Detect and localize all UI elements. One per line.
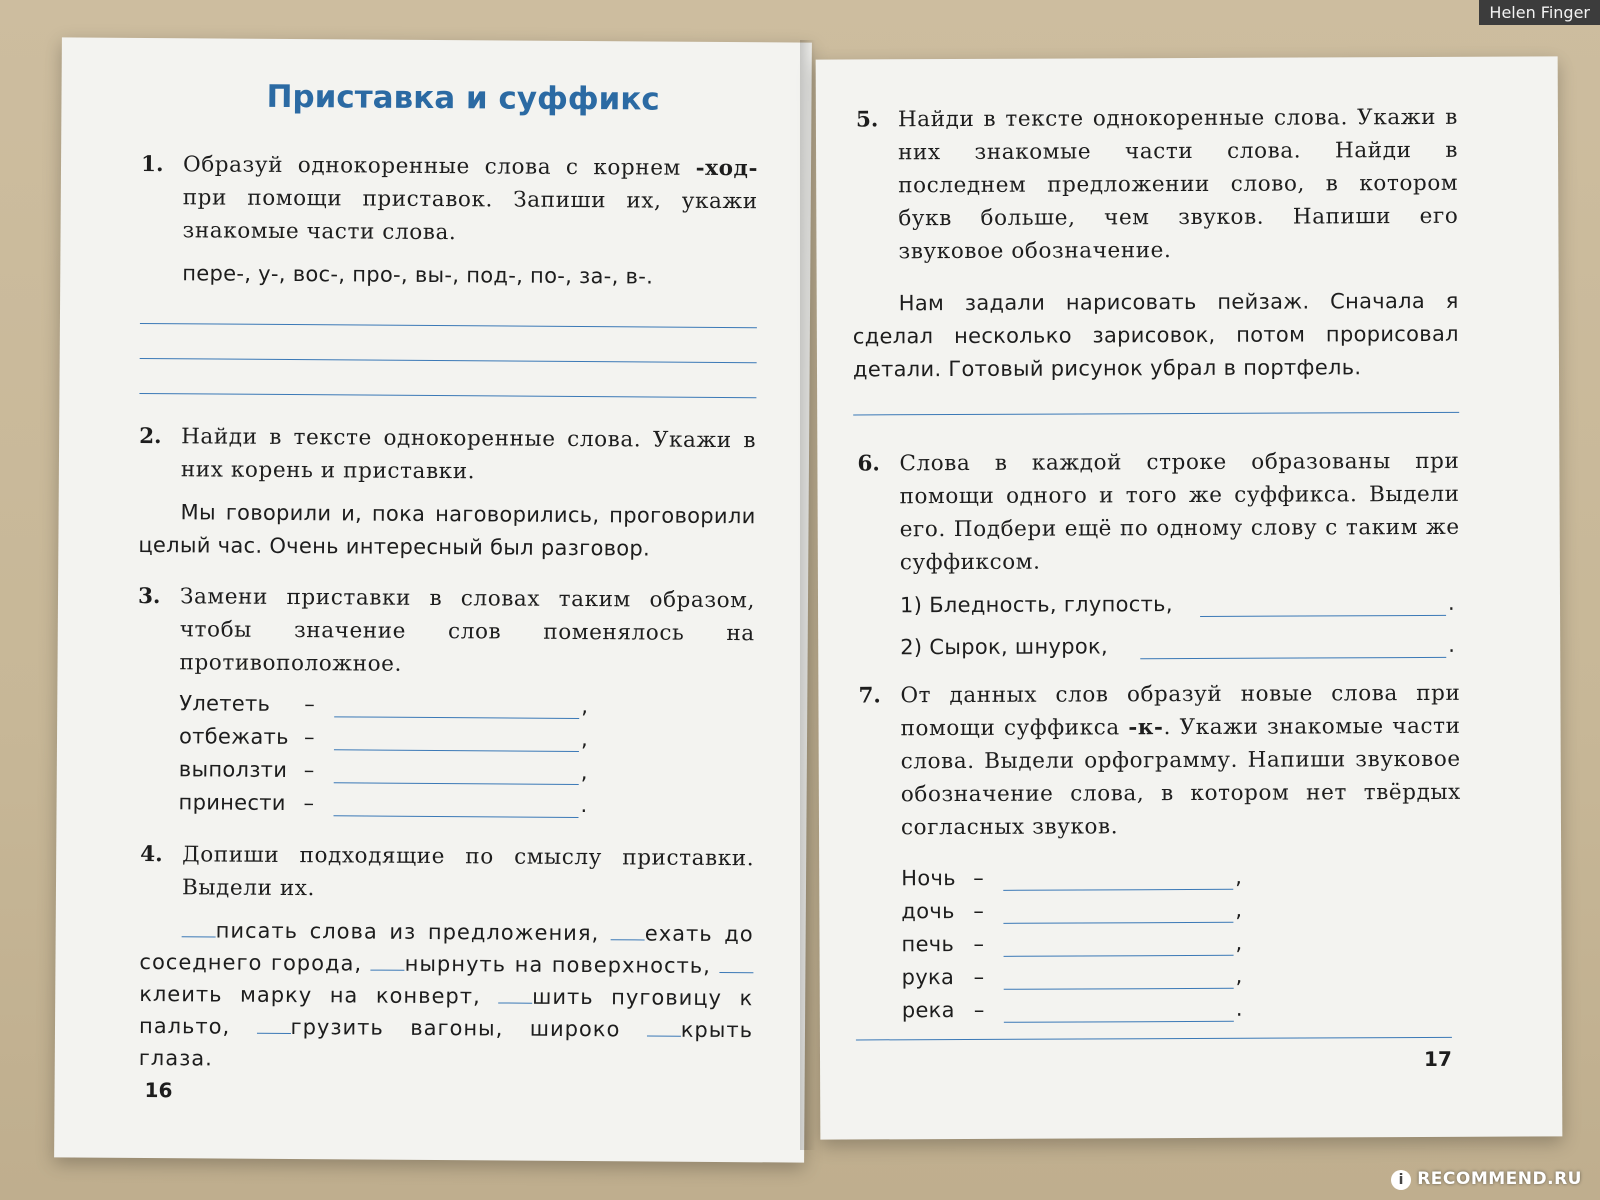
prefix-blank[interactable] <box>647 1018 681 1037</box>
answer-line[interactable] <box>1200 615 1446 617</box>
task-number: 1. <box>140 151 164 178</box>
task-5 <box>855 101 1459 268</box>
task-1-prefixes: пере-, у-, вос-, про-, вы-, под-, по-, за-, в-. <box>182 261 654 289</box>
task-1-instruction: Образуй однокоренные слова с корнем -ход- при помощи приставок. Запиши их, укажи знакомые части слова. <box>182 152 759 246</box>
word-label: дочь <box>901 899 955 924</box>
task-7 <box>858 677 1462 1027</box>
word-row <box>179 753 754 790</box>
prefix-blank[interactable] <box>719 954 753 973</box>
task-2-passage: Мы говорили и, пока наговорились, проговорили целый час. Очень интересный был разговор. <box>138 500 756 561</box>
task-number: 7. <box>858 683 881 709</box>
prefix-blank[interactable] <box>498 984 532 1003</box>
dash: – <box>973 964 985 989</box>
word-row <box>901 860 1461 895</box>
word-row <box>179 687 754 724</box>
word-row <box>902 959 1462 994</box>
task-6 <box>857 445 1460 664</box>
answer-line[interactable] <box>334 716 579 719</box>
punctuation: . <box>580 793 588 818</box>
task-2-instruction: Найди в тексте однокоренные слова. Укажи в них корень и приставки. <box>180 424 757 485</box>
suffix-row <box>900 587 1460 631</box>
site-watermark: i RECOMMEND.RU <box>1391 1169 1582 1190</box>
prefix-blank[interactable] <box>182 918 216 937</box>
word-row <box>902 992 1462 1027</box>
task-4 <box>140 838 755 908</box>
word-label: выползти <box>178 757 288 782</box>
dash: – <box>973 931 985 956</box>
answer-line[interactable] <box>1004 1021 1234 1023</box>
punctuation: , <box>1235 897 1243 922</box>
task-6-rows <box>900 587 1460 664</box>
task-number: 4. <box>140 841 163 868</box>
prefix-blank[interactable] <box>611 921 645 940</box>
dash: – <box>304 692 316 717</box>
task-7-word-list <box>901 860 1462 1027</box>
task-6-instruction: Слова в каждой строке образованы при помощи одного и того же суффикса. Выдели его. Подбери ещё по одному слову с таким же суффиксом. <box>899 448 1460 576</box>
dash: – <box>303 758 315 783</box>
word-label: рука <box>901 965 955 990</box>
word-row <box>901 893 1461 928</box>
punctuation: . <box>1448 632 1456 657</box>
dash: – <box>973 865 985 890</box>
answer-line[interactable] <box>333 815 578 818</box>
punctuation: , <box>581 694 589 719</box>
task-4-instruction: Допиши подходящие по смыслу приставки. Выдели их. <box>181 842 755 902</box>
suffix-highlight: -к- <box>1128 715 1164 741</box>
dash: – <box>303 725 315 750</box>
task-number: 2. <box>139 423 162 450</box>
right-page <box>816 56 1563 1139</box>
dash: – <box>303 791 315 816</box>
answer-line[interactable] <box>140 323 757 328</box>
word-row <box>901 926 1461 961</box>
author-watermark: Helen Finger <box>1479 0 1600 25</box>
word-label: принести <box>178 790 286 815</box>
row-label: 2) Сырок, шнурок, <box>900 634 1108 660</box>
prefix-blank[interactable] <box>371 952 405 971</box>
word-row <box>179 720 754 757</box>
task-5-passage: Нам задали нарисовать пейзаж. Сначала я сделал несколько зарисовок, потом прорисовал детали. Готовый рисунок убрал в портфель. <box>852 288 1459 382</box>
row-label: 1) Бледность, глупость, <box>899 592 1173 618</box>
left-page <box>54 37 812 1162</box>
task-2 <box>139 420 757 490</box>
root-highlight: -ход- <box>695 155 759 182</box>
page-title: Приставка и суффикс <box>266 78 660 118</box>
recommend-logo-icon: i <box>1391 1170 1411 1190</box>
answer-line[interactable] <box>139 393 756 398</box>
answer-line[interactable] <box>334 782 579 785</box>
answer-line[interactable] <box>1004 955 1234 957</box>
word-label: печь <box>901 932 955 957</box>
punctuation: , <box>1235 864 1243 889</box>
task-3-instruction: Замени приставки в словах таким образом, чтобы значение слов поменялось на противоположное. <box>179 584 756 677</box>
prefix-blank[interactable] <box>257 1015 291 1034</box>
suffix-row <box>900 629 1460 664</box>
word-label: Улететь <box>179 691 271 716</box>
task-3 <box>137 580 756 823</box>
word-label: река <box>901 998 955 1023</box>
task-3-word-list <box>178 687 754 823</box>
task-5-instruction: Найди в тексте однокоренные слова. Укажи в них знакомые части слова. Найди в последнем предложении слово, в котором букв больше, чем звуков. Напиши его звуковое обозначение. <box>897 104 1459 265</box>
task-number: 3. <box>137 583 161 610</box>
answer-line[interactable] <box>853 412 1459 416</box>
dash: – <box>973 997 985 1022</box>
punctuation: . <box>1447 590 1456 615</box>
word-label: отбежать <box>178 724 289 749</box>
task-number: 5. <box>855 107 879 133</box>
punctuation: . <box>1235 996 1243 1021</box>
answer-line[interactable] <box>334 749 579 752</box>
answer-line[interactable] <box>1140 657 1446 659</box>
page-number: 17 <box>1423 1046 1452 1071</box>
answer-line[interactable] <box>1004 988 1234 990</box>
answer-line[interactable] <box>140 358 757 363</box>
punctuation: , <box>1235 963 1243 988</box>
task-4-exercise: писать слова из предложения, ехать до соседнего города, нырнуть на поверхность, клеить марку на конверт, шить пуговицу к пальто, грузить вагоны, широко крыть глаза. <box>138 918 754 1071</box>
answer-line[interactable] <box>1003 889 1233 891</box>
page-number: 16 <box>144 1077 173 1103</box>
dash: – <box>973 898 985 923</box>
task-7-instruction: От данных слов образуй новые слова при помощи суффикса -к-. Укажи знакомые части слова. Выдели орфограмму. Напиши звуковое обозначение слова, в котором нет твёрдых согласных звуков. <box>900 680 1461 841</box>
word-label: Ночь <box>901 866 956 891</box>
punctuation: , <box>1235 930 1243 955</box>
word-row <box>178 786 753 823</box>
task-1 <box>140 148 759 294</box>
task-number: 6. <box>857 451 880 477</box>
answer-line[interactable] <box>856 1037 1452 1041</box>
punctuation: , <box>580 760 588 785</box>
punctuation: , <box>580 727 589 752</box>
answer-line[interactable] <box>1003 922 1233 924</box>
